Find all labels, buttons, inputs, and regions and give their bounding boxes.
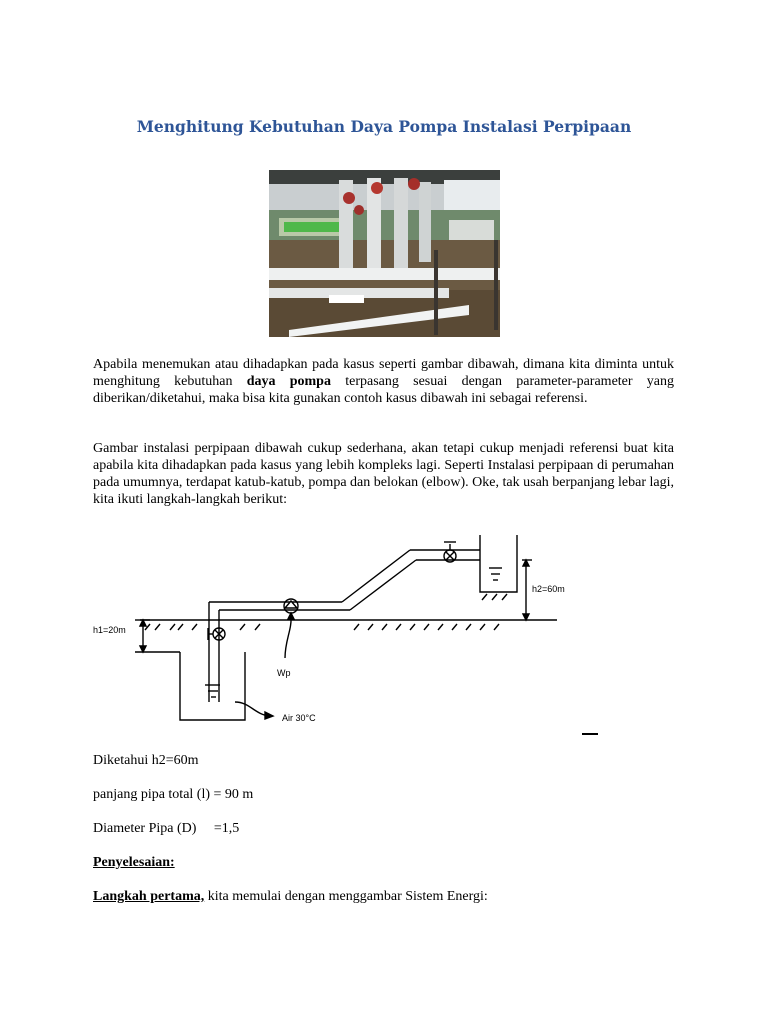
step-one: [93, 888, 488, 905]
given-pipe-diameter: Diameter Pipa (D) =1,5: [93, 821, 240, 836]
step-one-text: kita memulai dengan menggambar Sistem Energi:: [204, 889, 488, 904]
air-label: Air 30°C: [282, 713, 316, 723]
given-pipe-length: panjang pipa total (l) = 90 m: [93, 787, 254, 802]
solution-heading-text: Penyelesaian:: [93, 855, 175, 870]
wp-label: Wp: [277, 668, 291, 678]
intro-bold-term: daya pompa: [246, 374, 331, 389]
step-one-label: Langkah pertama,: [93, 889, 205, 904]
h1-label: h1=20m: [93, 625, 126, 635]
given-h2: Diketahui h2=60m: [93, 753, 199, 768]
page-title: Menghitung Kebutuhan Daya Pompa Instalasi Perpipaan: [136, 117, 632, 136]
intro-text-start: Apabila menemukan atau dihadapkan pada kasus seperti gambar dibawah, dimana kita diminta untuk menghitung kebutuhan: [93, 357, 674, 389]
solution-heading: [93, 854, 175, 871]
pipe-installation-photo: [269, 170, 500, 337]
second-paragraph: Gambar instalasi perpipaan dibawah cukup sederhana, akan tetapi cukup menjadi referensi buat kita apabila kita dihadapkan pada kasus yang lebih kompleks lagi. Seperti Instalasi perpipaan di perumahan pada umumnya, terdapat katub-katub, pompa dan belokan (elbow). Oke, tak usah berpanjang lebar lagi, kita ikuti langkah-langkah berikut:: [93, 441, 674, 507]
stray-dash: [582, 733, 598, 735]
piping-system-diagram: [80, 520, 580, 735]
h2-label: h2=60m: [532, 584, 565, 594]
intro-text-end: terpasang sesuai dengan parameter-parameter yang diberikan/diketahui, maka bisa kita gunakan contoh kasus dibawah ini sebagai referensi.: [93, 374, 675, 406]
intro-paragraph: [93, 356, 674, 407]
